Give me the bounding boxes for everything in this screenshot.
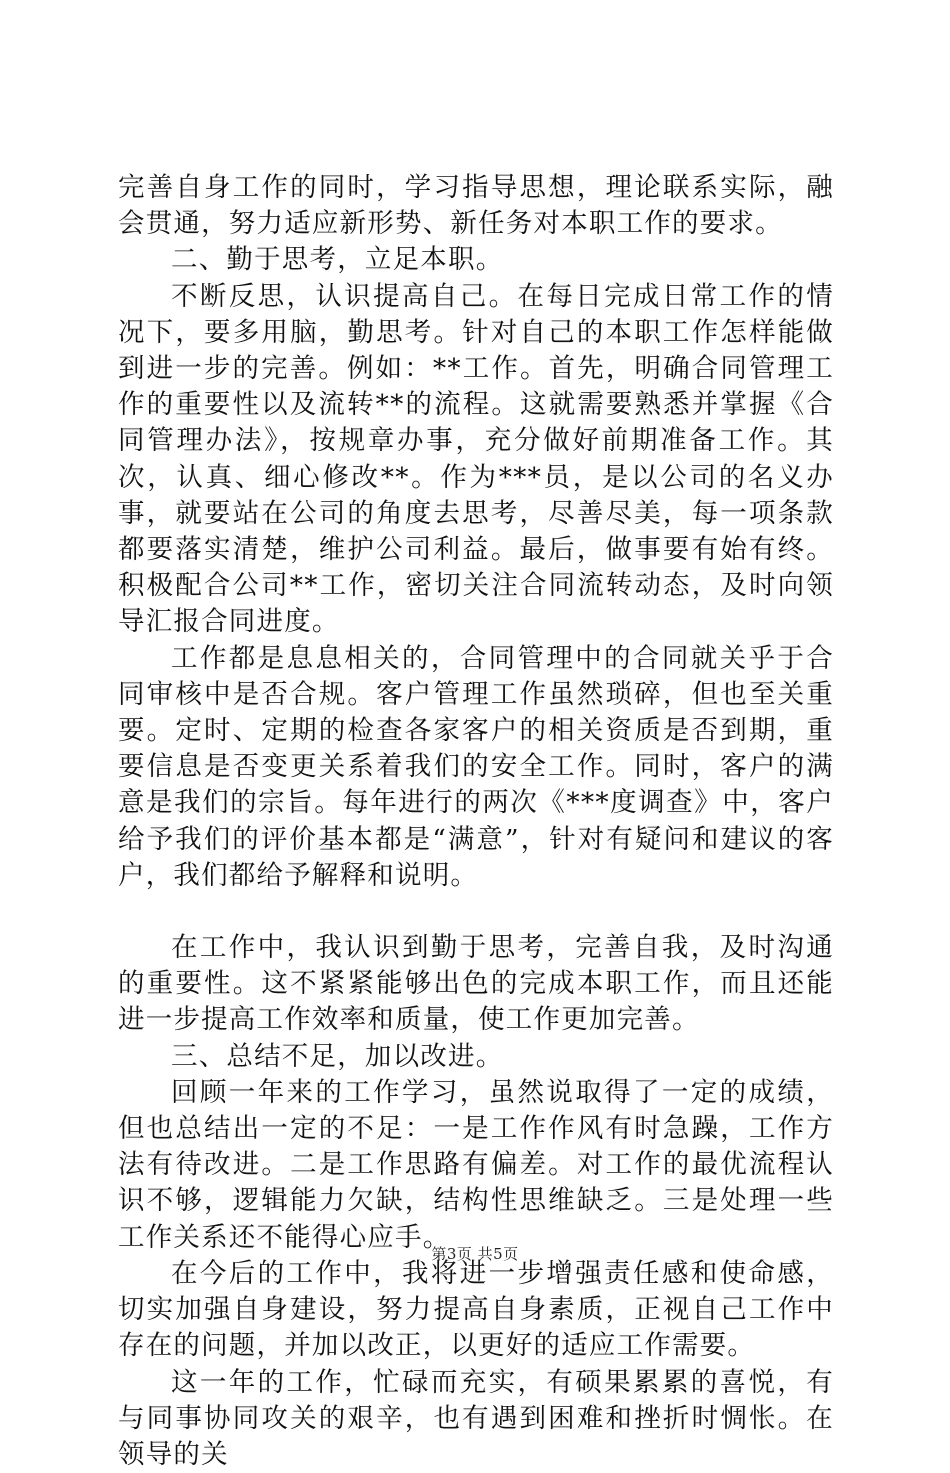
section-heading-2: 二、勤于思考，立足本职。 bbox=[118, 242, 834, 278]
paragraph-future-plan: 在今后的工作中，我将进一步增强责任感和使命感，切实加强自身建设，努力提高自身素质，正视自己工作中存在的问题，并加以改正，以更好的适应工作需要。 bbox=[118, 1256, 834, 1365]
document-body bbox=[118, 170, 834, 1473]
section-heading-3: 三、总结不足，加以改进。 bbox=[118, 1039, 834, 1075]
paragraph-shortcomings: 回顾一年来的工作学习，虽然说取得了一定的成绩，但也总结出一定的不足：一是工作作风有时急躁，工作方法有待改进。二是工作思路有偏差。对工作的最优流程认识不够，逻辑能力欠缺，结构性思维缺乏。三是处理一些工作关系还不能得心应手。 bbox=[118, 1075, 834, 1256]
paragraph-continuation: 完善自身工作的同时，学习指导思想，理论联系实际，融会贯通，努力适应新形势、新任务对本职工作的要求。 bbox=[118, 170, 834, 242]
page-number-footer: 第3页 共5页 bbox=[0, 1243, 950, 1264]
paragraph-year-review: 这一年的工作，忙碌而充实，有硕果累累的喜悦，有与同事协同攻关的艰辛，也有遇到困难和挫折时惆怅。在领导的关 bbox=[118, 1365, 834, 1473]
paragraph-reflection: 不断反思，认识提高自己。在每日完成日常工作的情况下，要多用脑，勤思考。针对自己的本职工作怎样能做到进一步的完善。例如：**工作。首先，明确合同管理工作的重要性以及流转**的流程。这就需要熟悉并掌握《合同管理办法》，按规章办事，充分做好前期准备工作。其次，认真、细心修改**。作为***员，是以公司的名义办事，就要站在公司的角度去思考，尽善尽美，每一项条款都要落实清楚，维护公司利益。最后，做事要有始有终。积极配合公司**工作，密切关注合同流转动态，及时向领导汇报合同进度。 bbox=[118, 279, 834, 641]
blank-line bbox=[118, 894, 834, 930]
paragraph-thinking-summary: 在工作中，我认识到勤于思考，完善自我，及时沟通的重要性。这不紧紧能够出色的完成本职工作，而且还能进一步提高工作效率和质量，使工作更加完善。 bbox=[118, 930, 834, 1039]
paragraph-customer-management: 工作都是息息相关的，合同管理中的合同就关乎于合同审核中是否合规。客户管理工作虽然琐碎，但也至关重要。定时、定期的检查各家客户的相关资质是否到期，重要信息是否变更关系着我们的安全工作。同时，客户的满意是我们的宗旨。每年进行的两次《***度调查》中，客户给予我们的评价基本都是“满意”，针对有疑问和建议的客户，我们都给予解释和说明。 bbox=[118, 641, 834, 894]
